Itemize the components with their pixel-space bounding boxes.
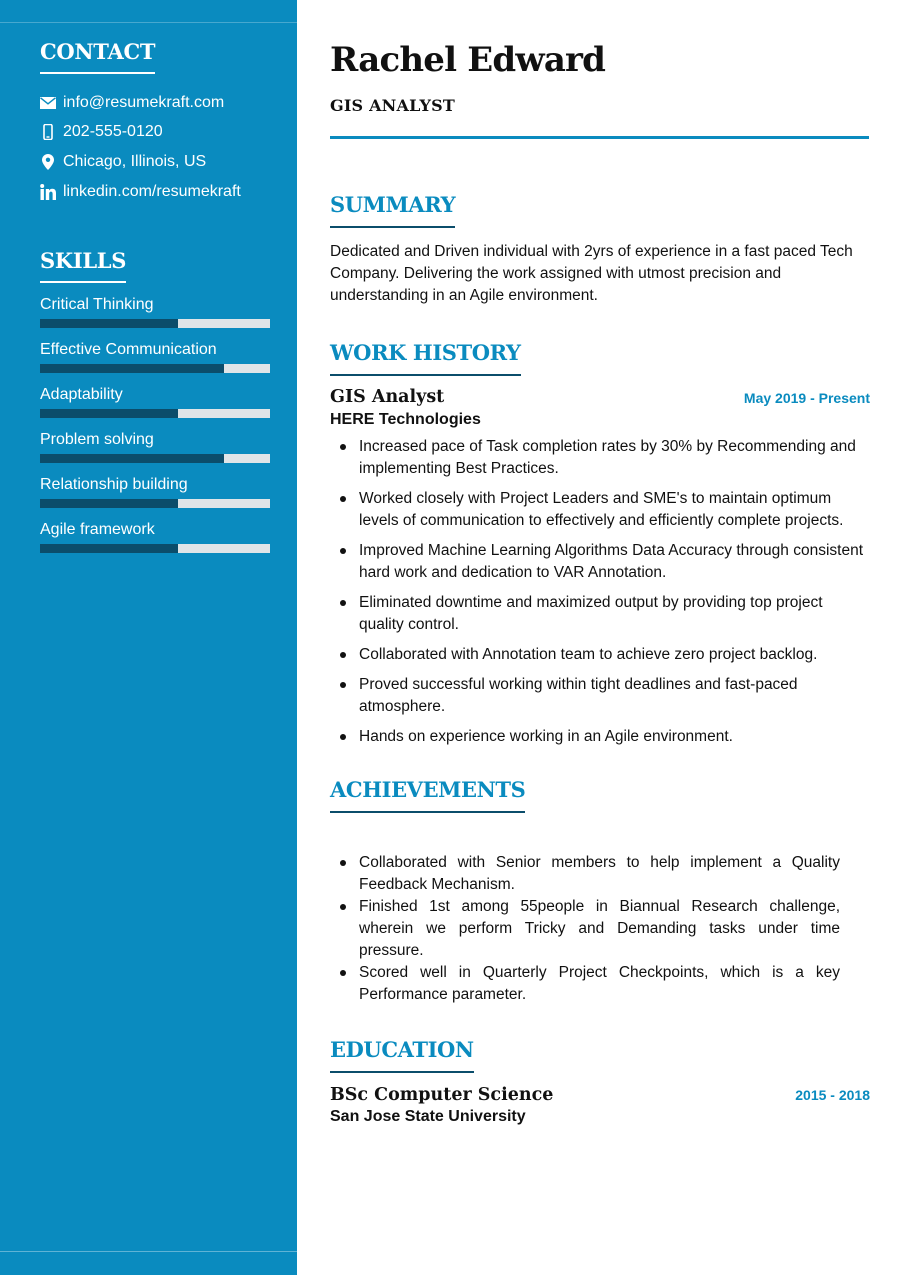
degree-title: BSc Computer Science: [330, 1085, 554, 1105]
skills-list: [40, 295, 271, 553]
skill-item: [40, 295, 271, 328]
contact-list: [40, 88, 271, 206]
list-item: Scored well in Quarterly Project Checkpoints, which is a key Performance parameter.: [330, 962, 870, 1006]
list-item: Increased pace of Task completion rates by 30% by Recommending and implementing Best Practices.: [330, 436, 870, 480]
skill-item: [40, 520, 271, 553]
contact-email-text: info@resumekraft.com: [63, 93, 225, 111]
contact-location-text: Chicago, Illinois, US: [63, 152, 207, 170]
list-item: Finished 1st among 55people in Biannual Research challenge, wherein we perform Tricky and Demanding tasks under time pressure.: [330, 896, 870, 962]
skill-bar: [40, 544, 270, 553]
list-item: Collaborated with Annotation team to achieve zero project backlog.: [330, 644, 870, 666]
job-bullets: [330, 436, 870, 756]
contact-linkedin[interactable]: [40, 177, 271, 207]
linkedin-icon: [40, 184, 56, 200]
job-title: GIS Analyst: [330, 387, 445, 407]
list-item: Worked closely with Project Leaders and SME's to maintain optimum levels of communication to effectively and efficiently complete projects.: [330, 488, 870, 532]
contact-linkedin-text: linkedin.com/resumekraft: [63, 182, 241, 200]
skill-bar-fill: [40, 544, 178, 553]
map-pin-icon: [40, 154, 56, 170]
achievements-heading: ACHIEVEMENTS: [330, 777, 525, 813]
candidate-name: Rachel Edward: [330, 40, 606, 80]
sidebar: [0, 0, 297, 1275]
skill-name: Adaptability: [40, 386, 123, 403]
list-item: Hands on experience working in an Agile environment.: [330, 726, 870, 748]
skill-bar: [40, 409, 270, 418]
skills-heading: SKILLS: [40, 249, 126, 283]
skill-item: [40, 340, 271, 373]
skill-bar-fill: [40, 319, 178, 328]
candidate-title: GIS ANALYST: [330, 96, 456, 115]
skill-name: Agile framework: [40, 521, 155, 538]
achievements-list: [330, 852, 870, 1006]
skill-bar: [40, 499, 270, 508]
skill-bar-fill: [40, 499, 178, 508]
skill-bar: [40, 319, 270, 328]
skill-bar: [40, 454, 270, 463]
contact-location: [40, 147, 271, 177]
skill-name: Relationship building: [40, 476, 188, 493]
sidebar-top-divider: [0, 22, 297, 23]
contact-phone-text: 202-555-0120: [63, 123, 163, 141]
skill-name: Problem solving: [40, 431, 154, 448]
header-divider: [330, 136, 869, 139]
contact-section: [40, 40, 271, 206]
school-name: San Jose State University: [330, 1108, 526, 1125]
list-item: Collaborated with Senior members to help implement a Quality Feedback Mechanism.: [330, 852, 870, 896]
contact-heading: CONTACT: [40, 40, 155, 74]
skills-section: [40, 249, 271, 565]
work-history-heading: WORK HISTORY: [330, 340, 521, 376]
skill-name: Critical Thinking: [40, 296, 154, 313]
skill-bar-fill: [40, 409, 178, 418]
skill-bar-fill: [40, 364, 224, 373]
skill-name: Effective Communication: [40, 341, 217, 358]
skill-bar-fill: [40, 454, 224, 463]
summary-heading: SUMMARY: [330, 192, 455, 228]
education-heading: EDUCATION: [330, 1037, 474, 1073]
summary-text: Dedicated and Driven individual with 2yrs of experience in a fast paced Tech Company. Delivering the work assigned with utmost precision and understanding in an Agile environment.: [330, 243, 853, 304]
job-dates: May 2019 - Present: [743, 390, 870, 406]
education-dates: 2015 - 2018: [795, 1087, 870, 1103]
skill-item: [40, 430, 271, 463]
job-company: HERE Technologies: [330, 411, 481, 428]
sidebar-bottom-divider: [0, 1251, 297, 1252]
skill-item: [40, 385, 271, 418]
list-item: Eliminated downtime and maximized output by providing top project quality control.: [330, 592, 870, 636]
skill-bar: [40, 364, 270, 373]
skill-item: [40, 475, 271, 508]
contact-phone[interactable]: [40, 118, 271, 148]
list-item: Proved successful working within tight deadlines and fast-paced atmosphere.: [330, 674, 870, 718]
contact-email[interactable]: [40, 88, 271, 118]
mobile-phone-icon: [40, 124, 56, 140]
envelope-icon: [40, 95, 56, 111]
list-item: Improved Machine Learning Algorithms Data Accuracy through consistent hard work and dedication to VAR Annotation.: [330, 540, 870, 584]
